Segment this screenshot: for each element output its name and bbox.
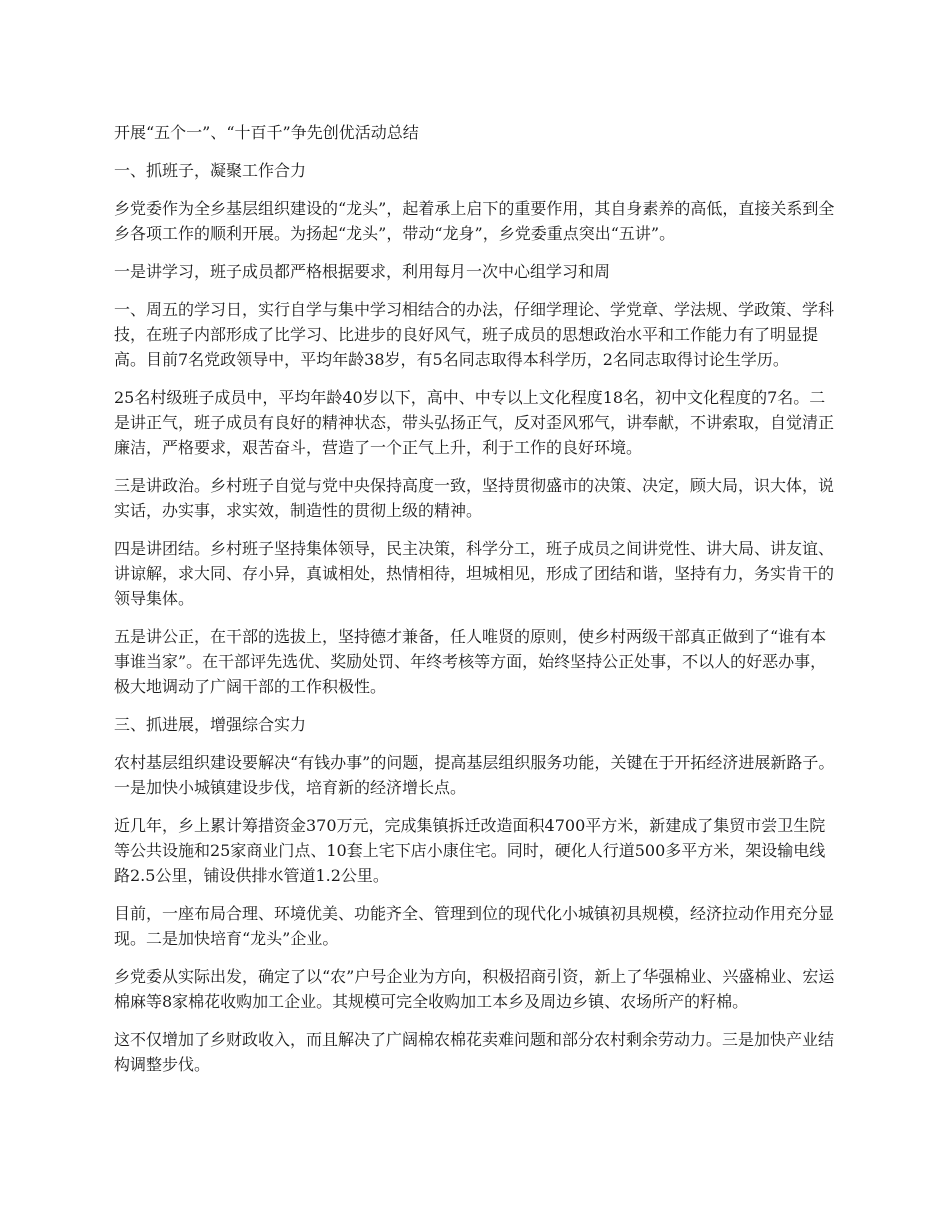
paragraph: 三是讲政治。乡村班子自觉与党中央保持高度一致，坚持贯彻盛市的决策、决定，顾大局，识大体，说实话，办实事，求实效，制造性的贯彻上级的精神。 — [114, 476, 835, 520]
paragraph: 目前，一座布局合理、环境优美、功能齐全、管理到位的现代化小城镇初具规模，经济拉动作用充分显现。二是加快培育“龙头”企业。 — [114, 904, 835, 948]
paragraph: 农村基层组织建设要解决“有钱办事”的问题，提高基层组织服务功能，关键在于开拓经济进展新路子。一是加快小城镇建设步伐，培育新的经济增长点。 — [114, 753, 835, 797]
paragraph: 一是讲学习，班子成员都严格根据要求，利用每月一次中心组学习和周 — [114, 262, 611, 281]
section-heading: 三、抓进展，增强综合实力 — [114, 715, 307, 734]
paragraph: 一、周五的学习日，实行自学与集中学习相结合的办法，仔细学理论、学党章、学法规、学政策、学科技，在班子内部形成了比学习、比进步的良好风气，班子成员的思想政治水平和工作能力有了明显提高。目前7名党政领导中，平均年龄38岁，有5名同志取得本科学历，2名同志取得讨论生学历。 — [114, 300, 835, 369]
document-page — [114, 120, 838, 1090]
paragraph: 乡党委从实际出发，确定了以“农”户号企业为方向，积极招商引资，新上了华强棉业、兴盛棉业、宏运棉麻等8家棉花收购加工企业。其规模可完全收购加工本乡及周边乡镇、农场所产的籽棉。 — [114, 967, 835, 1011]
paragraph: 25名村级班子成员中，平均年龄40岁以下，高中、中专以上文化程度18名，初中文化程度的7名。二是讲正气，班子成员有良好的精神状态，带头弘扬正气，反对歪风邪气，讲奉献，不讲索取，自觉清正廉洁，严格要求，艰苦奋斗，营造了一个正气上升，利于工作的良好环境。 — [114, 388, 835, 457]
paragraph: 近几年，乡上累计筹措资金370万元，完成集镇拆迁改造面积4700平方米，新建成了集贸市尝卫生院等公共设施和25家商业门点、10套上宅下店小康住宅。同时，硬化人行道500多平方米，架设输电线路2.5公里，铺设供排水管道1.2公里。 — [114, 816, 826, 885]
paragraph: 乡党委作为全乡基层组织建设的“龙头”，起着承上启下的重要作用，其自身素养的高低，直接关系到全乡各项工作的顺利开展。为扬起“龙头”，带动“龙身”，乡党委重点突出“五讲”。 — [114, 199, 835, 243]
section-heading: 一、抓班子，凝聚工作合力 — [114, 161, 307, 180]
paragraph: 这不仅增加了乡财政收入，而且解决了广阔棉农棉花卖难问题和部分农村剩余劳动力。三是加快产业结构调整步伐。 — [114, 1030, 835, 1074]
document-title: 开展“五个一”、“十百千”争先创优活动总结 — [114, 123, 419, 142]
paragraph: 五是讲公正，在干部的选拔上，坚持德才兼备，任人唯贤的原则，使乡村两级干部真正做到了“谁有本事谁当家”。在干部评先选优、奖励处罚、年终考核等方面，始终坚持公正处事，不以人的好恶办事，极大地调动了广阔干部的工作积极性。 — [114, 627, 827, 696]
paragraph: 四是讲团结。乡村班子坚持集体领导，民主决策，科学分工，班子成员之间讲党性、讲大局、讲友谊、讲谅解，求大同、存小异，真诚相处，热情相待，坦城相见，形成了团结和谐，坚持有力，务实肯干的领导集体。 — [114, 539, 835, 608]
